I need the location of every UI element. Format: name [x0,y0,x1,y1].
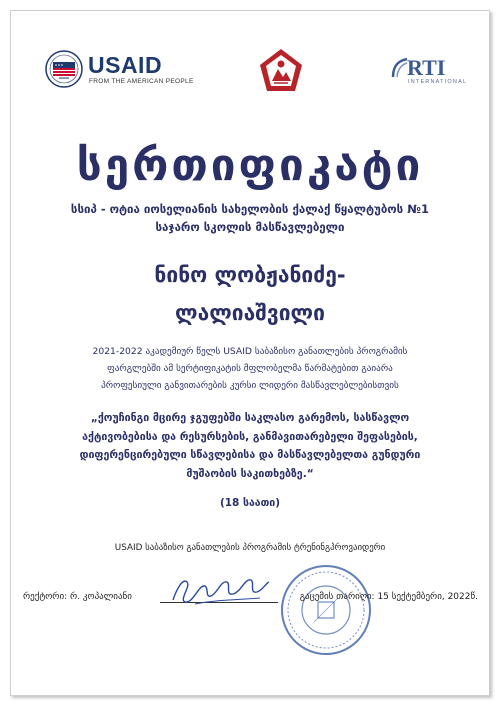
course-title-line-2: აქტივობებისა და რესურსების, განმავითარებელი შეფასების, [82,430,418,443]
course-hours: (18 საათი) [219,497,281,509]
course-title-line-1: „ქოუჩინგი მცირე ჯგუფებში საკლასო გარემოს, სასწავლო [90,412,410,424]
rti-wordmark: RTI [407,55,446,80]
school-line-2: საჯარო სკოლის მასწავლებელი [155,220,345,234]
rti-logo [391,55,468,89]
usaid-seal-icon [45,50,83,88]
recipient-name [40,256,460,332]
school-line [40,200,460,236]
recipient-name-line-2: ლალიაშვილი [175,301,325,325]
official-stamp-icon [278,562,374,658]
course-title [35,409,465,483]
course-title-line-3: დიფერენცირებული სწავლებისა და მასწავლებელთა გუნდური [79,449,421,461]
handwritten-signature [165,570,275,610]
usaid-wordmark: USAID [88,52,163,78]
description-line-2: ფარგლებში ამ სერტიფიკატის მფლობელმა წარმატებით გაიარა [107,363,393,374]
rector-signature-label: რექტორი: რ. კოპალიანი [23,592,132,602]
description-line-1: 2021-2022 აკადემიურ წელს USAID საბაზისო განათლების პროგრამის [92,346,408,357]
rti-subtitle: INTERNATIONAL [408,79,468,85]
issue-date: გაცემის თარიღი: 15 სექტემბერი, 2022წ. [299,592,478,602]
usaid-tagline: FROM THE AMERICAN PEOPLE [89,78,194,85]
school-line-1: სსიპ - ოტია იოსელიანის სახელობის ქალაქ წყალტუბოს №1 [70,202,430,216]
course-title-line-4: მუშაობის საკითხებზე.“ [186,467,314,480]
recipient-name-line-1: ნინო ლობჟანიძე- [154,263,346,287]
usaid-logo [45,50,194,90]
program-provider: USAID საბაზისო განათლების პროგრამის ტრენინგპროვაიდერი [114,543,386,553]
description-line-3: პროფესიული განვითარების კურსი ლიდერი მასწავლებლებისთვის [101,380,399,391]
certificate-title: სერთიფიკატი [76,140,424,191]
institute-logo-icon [258,47,304,93]
description [45,343,455,394]
